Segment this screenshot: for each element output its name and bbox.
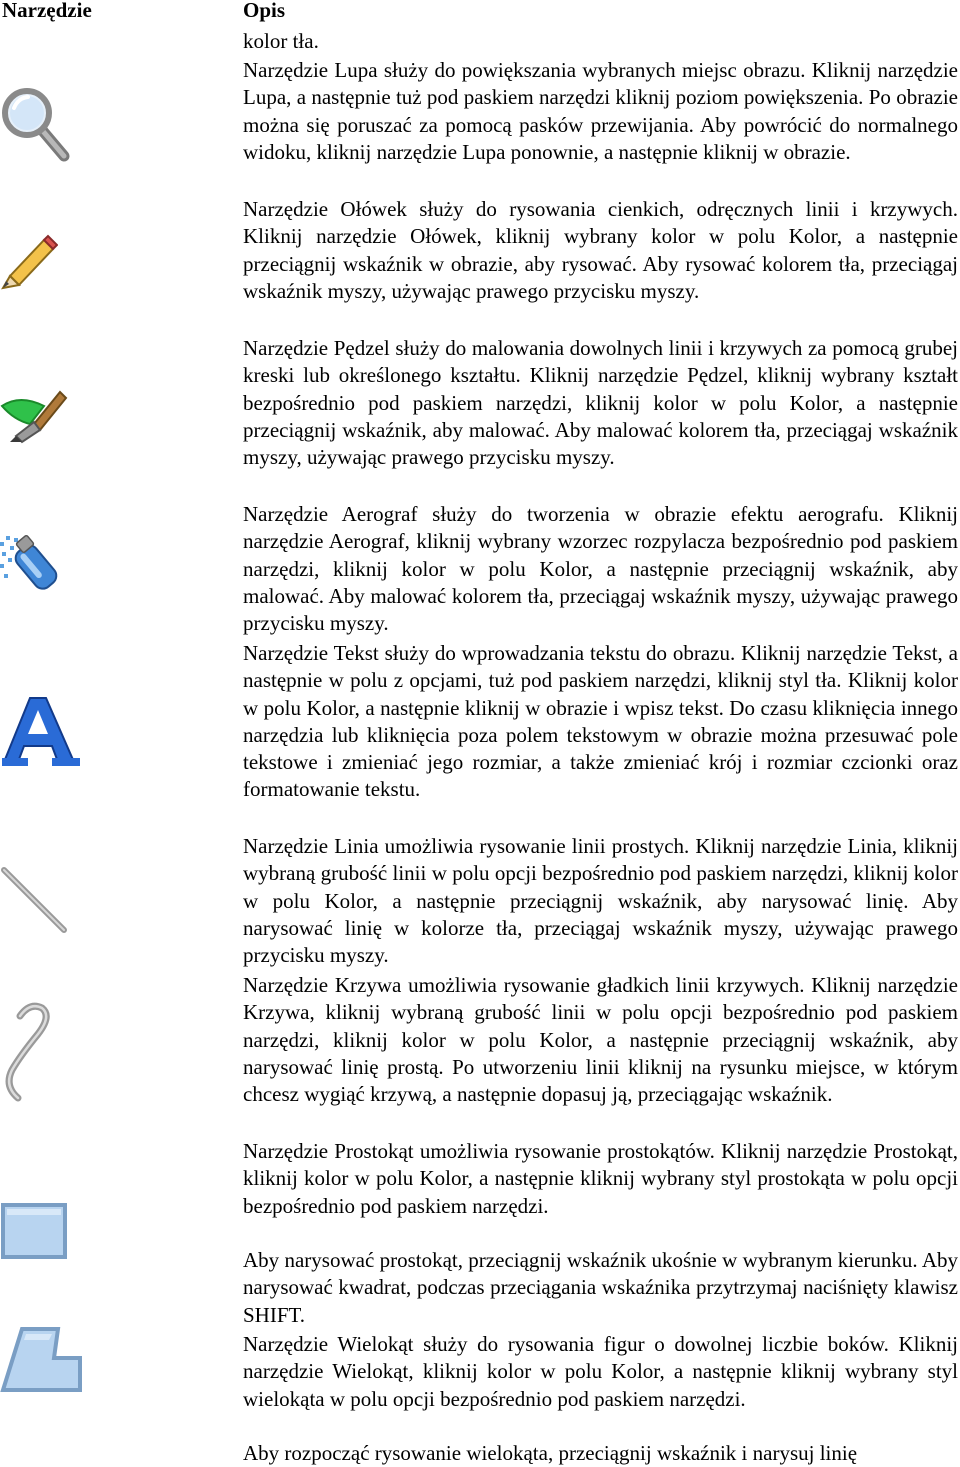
polygon-tool-icon (0, 1326, 84, 1394)
description-wielokat-2: Aby rozpocząć rysowanie wielokąta, przeciągnij wskaźnik i narysuj linię (243, 1441, 858, 1465)
line-tool-icon (0, 866, 70, 936)
description-pedzel: Narzędzie Pędzel służy do malowania dowolnych linii i krzywych za pomocą grubej kreski lub określonego kształtu. Kliknij narzędzie Pędzel, kliknij wybrany kształt bezpośrednio pod paskiem narzędzi, kliknij kolor w polu Kolor, a następnie przeciągnij wskaźnik, aby malować. Aby malować kolorem tła, przeciągaj wskaźnik myszy, używając prawego przycisku myszy. (243, 336, 958, 470)
description-continuation: kolor tła. (243, 29, 319, 53)
text-tool-icon (0, 696, 82, 768)
description-olowek: Narzędzie Ołówek służy do rysowania cienkich, odręcznych linii i krzywych. Kliknij narzędzie Ołówek, kliknij wybrany kolor w polu Kolor, a następnie przeciągnij wskaźnik w obrazie, aby rysować. Aby rysować kolorem tła, przeciągaj wskaźnik myszy, używając prawego przycisku myszy. (243, 197, 958, 303)
curve-tool-icon (0, 1000, 54, 1104)
brush-icon (0, 384, 68, 444)
description-prostokat: Narzędzie Prostokąt umożliwia rysowanie prostokątów. Kliknij narzędzie Prostokąt, kliknij kolor w polu Kolor, a następnie kliknij wybrany styl prostokąta w polu opcji bezpośrednio pod paskiem narzędzi. (243, 1139, 958, 1218)
airbrush-icon (0, 532, 68, 594)
rectangle-tool-icon (0, 1202, 68, 1260)
description-krzywa: Narzędzie Krzywa umożliwia rysowanie gładkich linii krzywych. Kliknij narzędzie Krzywa, kliknij wybraną grubość linii w polu opcji bezpośrednio pod paskiem narzędzi, kliknij kolor w polu Kolor, a następnie przeciągnij wskaźnik, aby narysować linię prostą. Po utworzeniu linii kliknij na rysunku miejsce, w którym chcesz wygiąć krzywą, a następnie dopasuj ją, przeciągając wskaźnik. (243, 973, 958, 1107)
description-lupa: Narzędzie Lupa służy do powiększania wybranych miejsc obrazu. Kliknij narzędzie Lupa, a następnie tuż pod paskiem narzędzi kliknij poziom powiększenia. Po obrazie można się poruszać za pomocą pasków przewijania. Aby powrócić do normalnego widoku, kliknij narzędzie Lupa ponownie, a następnie kliknij w obrazie. (243, 58, 958, 164)
pencil-icon (0, 234, 58, 290)
description-prostokat-2: Aby narysować prostokąt, przeciągnij wskaźnik ukośnie w wybranym kierunku. Aby narysować kwadrat, podczas przeciągania wskaźnika przytrzymaj naciśnięty klawisz SHIFT. (243, 1248, 958, 1327)
description-tekst: Narzędzie Tekst służy do wprowadzania tekstu do obrazu. Kliknij narzędzie Tekst, a następnie w polu z opcjami, tuż pod paskiem narzędzi, kliknij styl tła. Kliknij kolor w polu Kolor, a następnie kliknij w obrazie i wpisz tekst. Do czasu kliknięcia innego narzędzia lub kliknięcia poza polem tekstowym w obrazie można przesuwać pole tekstowe i zmieniać jego rozmiar, a także zmieniać krój i rozmiar czcionki oraz formatowanie tekstu. (243, 641, 958, 802)
description-aerograf: Narzędzie Aerograf służy do tworzenia w obrazie efektu aerografu. Kliknij narzędzie Aerograf, kliknij wybrany wzorzec rozpylacza bezpośrednio pod paskiem narzędzi, kliknij kolor w polu Kolor, a następnie przeciągnij wskaźnik, aby malować. Aby malować kolorem tła, przeciągaj wskaźnik myszy, używając prawego przycisku myszy. (243, 502, 958, 636)
magnifier-icon (0, 86, 72, 162)
column-header-description: Opis (243, 0, 286, 22)
description-linia: Narzędzie Linia umożliwia rysowanie linii prostych. Kliknij narzędzie Linia, kliknij wybraną grubość linii w polu opcji bezpośrednio pod paskiem narzędzi, kliknij kolor w polu Kolor, a następnie przeciągnij wskaźnik, aby narysować linię. Aby narysować linię w kolorze tła, przeciągaj wskaźnik myszy, używając prawego przycisku myszy. (243, 834, 958, 968)
column-header-tool: Narzędzie (2, 0, 92, 22)
description-wielokat: Narzędzie Wielokąt służy do rysowania figur o dowolnej liczbie boków. Kliknij narzędzie Wielokąt, kliknij kolor w polu Kolor, a następnie kliknij wybrany styl wielokąta w polu opcji bezpośrednio pod paskiem narzędzi. (243, 1332, 958, 1411)
